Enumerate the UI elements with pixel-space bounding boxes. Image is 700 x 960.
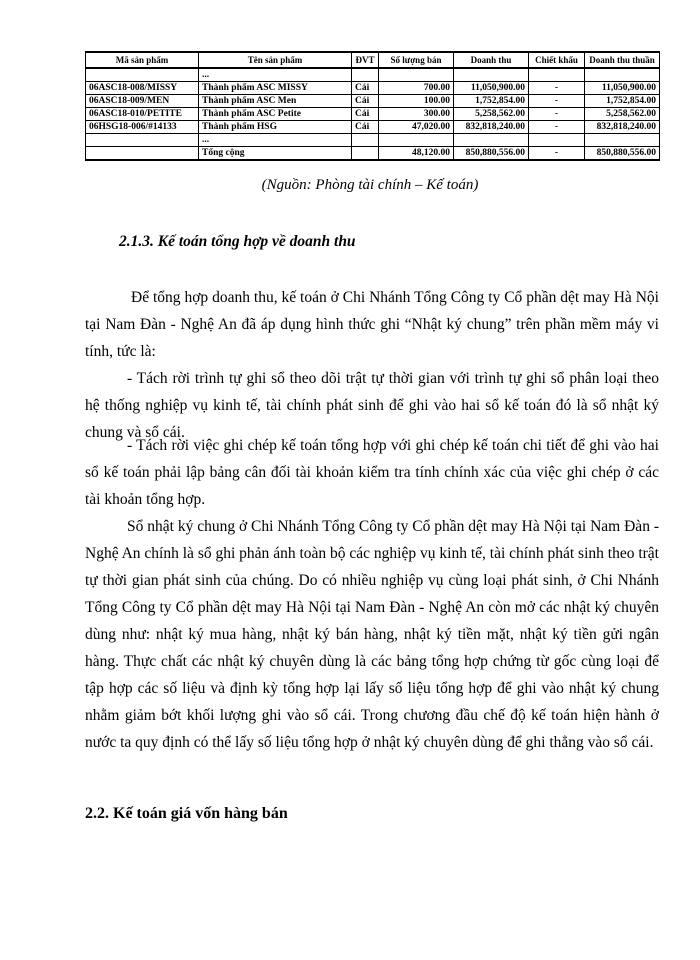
col-header-code: Mã sản phẩm xyxy=(86,52,199,68)
cell-qty: 300.00 xyxy=(379,108,454,121)
table-row xyxy=(86,95,660,108)
col-header-net: Doanh thu thuần xyxy=(585,52,660,68)
cell-discount: - xyxy=(529,82,585,95)
table-header-row xyxy=(86,52,660,68)
cell-code: 06ASC18-010/PETITE xyxy=(86,108,199,121)
total-label: Tổng cộng xyxy=(199,147,352,161)
table-source-caption: (Nguồn: Phòng tài chính – Kế toán) xyxy=(261,177,479,193)
cell-name: Thành phẩm ASC Petite xyxy=(199,108,352,121)
cell-name: Thành phẩm HSG xyxy=(199,121,352,134)
cell-revenue: 11,050,900.00 xyxy=(454,82,529,95)
cell-discount: - xyxy=(529,108,585,121)
cell-qty: 700.00 xyxy=(379,82,454,95)
cell-revenue: 1,752,854.00 xyxy=(454,95,529,108)
cell-name: Thành phẩm ASC Men xyxy=(199,95,352,108)
revenue-table xyxy=(85,51,660,161)
cell-qty: 47,020.00 xyxy=(379,121,454,134)
col-header-discount: Chiết khấu xyxy=(529,52,585,68)
total-revenue: 850,880,556.00 xyxy=(454,147,529,161)
cell-discount: - xyxy=(529,95,585,108)
cell-unit: Cái xyxy=(352,121,379,134)
ellipsis-cell: ... xyxy=(199,68,352,82)
col-header-unit: ĐVT xyxy=(352,52,379,68)
cell-qty: 100.00 xyxy=(379,95,454,108)
cell-name: Thành phẩm ASC MISSY xyxy=(199,82,352,95)
paragraph: Để tổng hợp doanh thu, kế toán ở Chi Nhánh Tổng Công ty Cổ phần dệt may Hà Nội tại Nam Đàn - Nghệ An đã áp dụng hình thức ghi “Nhật ký chung” trên phần mềm máy vi tính, tức là: xyxy=(85,289,659,360)
table-row xyxy=(86,108,660,121)
total-qty: 48,120.00 xyxy=(379,147,454,161)
table-row-ellipsis xyxy=(86,68,660,82)
total-net: 850,880,556.00 xyxy=(585,147,660,161)
cell-revenue: 832,818,240.00 xyxy=(454,121,529,134)
ellipsis-cell: ... xyxy=(199,134,352,147)
cell-net: 832,818,240.00 xyxy=(585,121,660,134)
cell-code: 06ASC18-009/MEN xyxy=(86,95,199,108)
cell-net: 11,050,900.00 xyxy=(585,82,660,95)
cell-discount: - xyxy=(529,121,585,134)
cell-net: 5,258,562.00 xyxy=(585,108,660,121)
cell-code: 06HSG18-006/#14133 xyxy=(86,121,199,134)
total-discount: - xyxy=(529,147,585,161)
cell-unit: Cái xyxy=(352,82,379,95)
section-heading-2-2: 2.2. Kế toán giá vốn hàng bán xyxy=(85,805,288,822)
table-row xyxy=(86,82,660,95)
col-header-revenue: Doanh thu xyxy=(454,52,529,68)
table-total-row xyxy=(86,147,660,161)
col-header-name: Tên sản phẩm xyxy=(199,52,352,68)
cell-net: 1,752,854.00 xyxy=(585,95,660,108)
col-header-qty: Số lượng bán xyxy=(379,52,454,68)
paragraph: - Tách rời việc ghi chép kế toán tổng hợp với ghi chép kế toán chi tiết để ghi vào hai sổ kế toán phải lập bảng cân đối tài khoản kiểm tra tính chính xác của việc ghi chép ở các tài khoản tổng hợp. xyxy=(85,437,659,508)
cell-unit: Cái xyxy=(352,95,379,108)
table-row xyxy=(86,121,660,134)
cell-revenue: 5,258,562.00 xyxy=(454,108,529,121)
section-heading-2-1-3: 2.1.3. Kế toán tổng hợp về doanh thu xyxy=(119,233,356,250)
paragraph: - Tách rời trình tự ghi sổ theo dõi trật tự thời gian với trình tự ghi sổ phân loại theo hệ thống nghiệp vụ kinh tế, tài chính phát sinh để ghi vào hai sổ kế toán đó là sổ nhật ký chung và sổ cái. xyxy=(85,370,659,441)
cell-code: 06ASC18-008/MISSY xyxy=(86,82,199,95)
paragraph: Sổ nhật ký chung ở Chi Nhánh Tổng Công ty Cổ phần dệt may Hà Nội tại Nam Đàn - Nghệ An chính là sổ ghi phản ánh toàn bộ các nghiệp vụ kinh tế, tài chính phát sinh theo trật tự thời gian phát sinh của chúng. Do có nhiều nghiệp vụ cùng loại phát sinh, ở Chi Nhánh Tổng Công ty Cổ phần dệt may Hà Nội tại Nam Đàn - Nghệ An còn mở các nhật ký chuyên dùng như: nhật ký mua hàng, nhật ký bán hàng, nhật ký tiền mặt, nhật ký tiền gửi ngân hàng. Thực chất các nhật ký chuyên dùng là các bảng tổng hợp chứng từ gốc cùng loại để tập hợp các số liệu và định kỳ tổng hợp lại lấy số liệu tổng hợp để ghi vào nhật ký chung nhằm giảm bớt khối lượng ghi vào sổ cái. Trong chương đầu chế độ kế toán hiện hành ở nước ta quy định có thể lấy số liệu tổng hợp ở nhật ký chuyên dùng để ghi thẳng vào sổ cái. xyxy=(85,518,659,751)
cell-unit: Cái xyxy=(352,108,379,121)
table-row-ellipsis xyxy=(86,134,660,147)
